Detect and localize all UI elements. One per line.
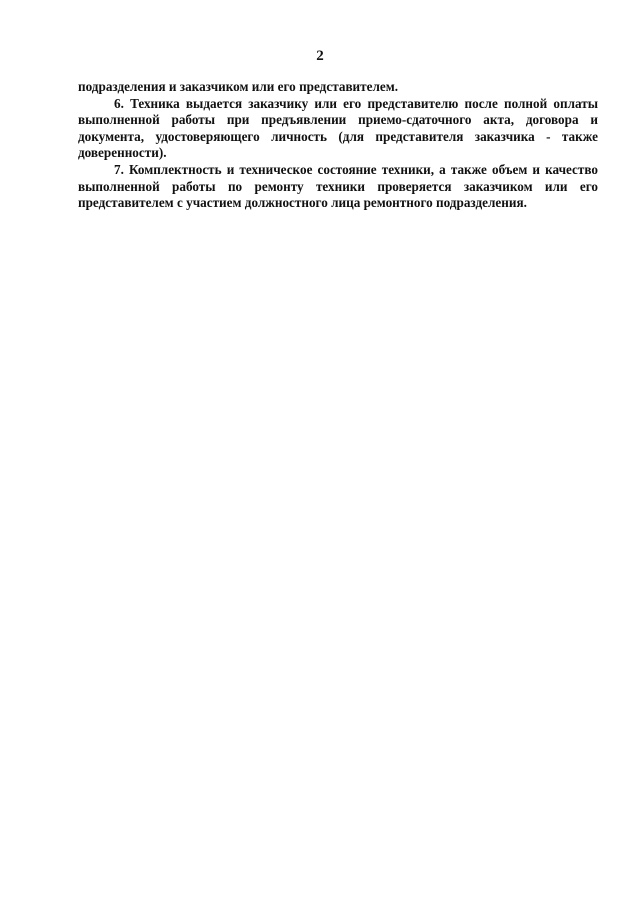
page-number: 2: [316, 48, 324, 64]
paragraph-item-6: 6. Техника выдается заказчику или его представителю после полной оплаты выполненной работы при предъявлении приемо-сдаточного акта, договора и документа, удостоверяющего личность (для представителя заказчика - также доверенности).: [78, 95, 598, 161]
paragraph-continuation: подразделения и заказчиком или его представителем.: [78, 79, 399, 94]
paragraph-item-7: 7. Комплектность и техническое состояние техники, а также объем и качество выполненной работы по ремонту техники проверяется заказчиком или его представителем с участием должностного лица ремонтного подразделения.: [78, 161, 598, 211]
document-body: [78, 79, 598, 212]
